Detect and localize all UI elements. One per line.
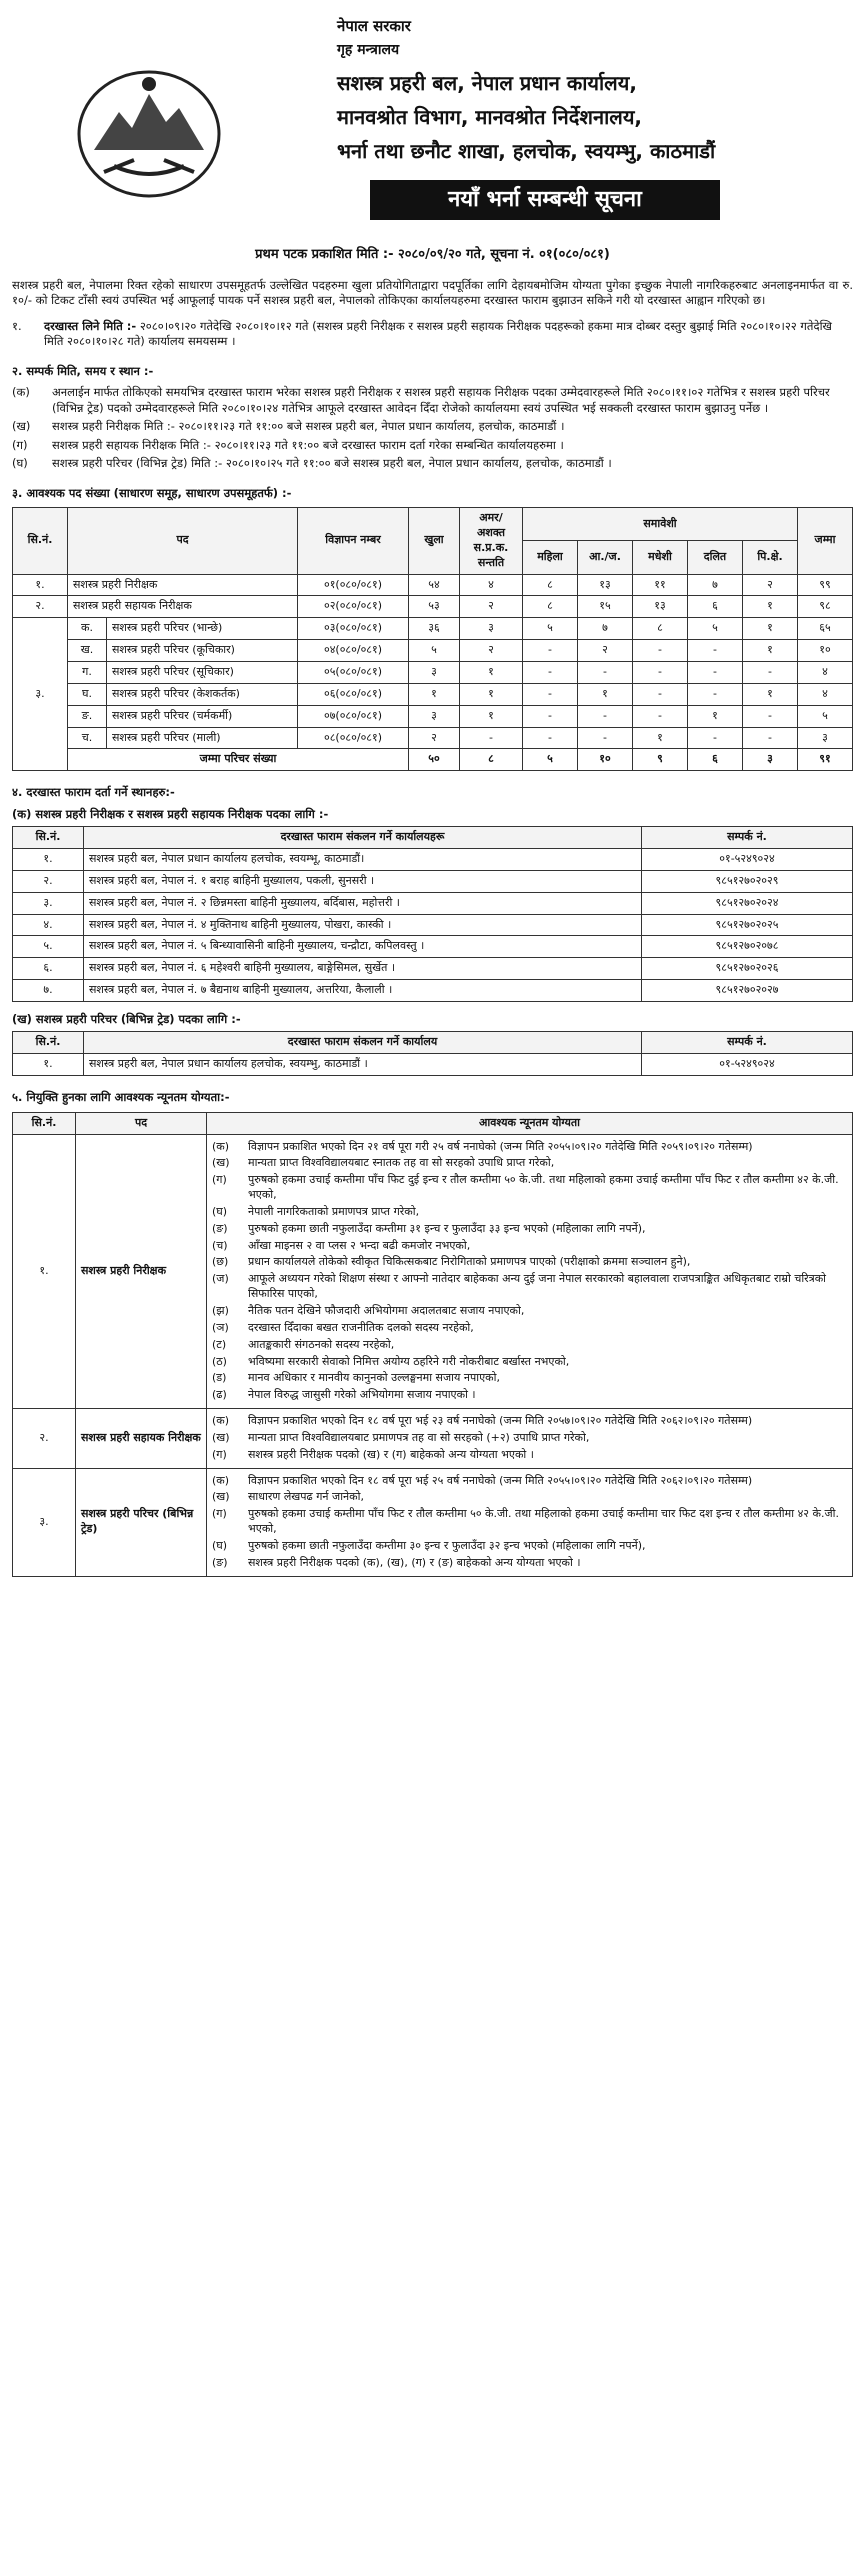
total-value: ३ — [743, 749, 798, 771]
section-3-title: ३. आवश्यक पद संख्या (साधारण समूह, साधारण उपसमूहतर्फ) :- — [12, 485, 292, 500]
cell-sn: २. — [13, 1409, 76, 1469]
cell-post: सशस्त्र प्रहरी परिचर (कूचिकार) — [107, 640, 298, 662]
cell-value: २ — [460, 596, 523, 618]
cell-post: सशस्त्र प्रहरी परिचर (केशकर्तक) — [107, 683, 298, 705]
posts-table — [12, 507, 853, 771]
sub-col-header: महिला — [523, 541, 578, 574]
cell-value: - — [743, 661, 798, 683]
cell-value: - — [460, 727, 523, 749]
item-text: आतङ्ककारी संगठनको सदस्य नरहेको, — [248, 1337, 395, 1351]
cell-office: सशस्त्र प्रहरी बल, नेपाल नं. ५ बिन्ध्यावासिनी बाहिनी मुख्यालय, चन्द्रौटा, कपिलवस्तु । — [84, 936, 642, 958]
cell-value: १ — [743, 596, 798, 618]
cell-value: - — [633, 661, 688, 683]
item-text: विज्ञापन प्रकाशित भएको दिन २१ वर्ष पूरा गरी २५ वर्ष ननाघेको (जन्म मिति २०५५।०९।२० गतेदेखि मिति २०५९।०९।२० गतेसम्म) — [248, 1139, 753, 1153]
table-row — [13, 1054, 853, 1076]
cell-value: २ — [460, 640, 523, 662]
total-value: ९१ — [798, 749, 853, 771]
item-marker: (घ) — [212, 1204, 228, 1218]
cell-value: - — [633, 640, 688, 662]
header-text — [337, 8, 853, 168]
table-row — [13, 727, 853, 749]
cell-value: १ — [743, 640, 798, 662]
qualification-item — [212, 1507, 847, 1537]
cell-adv: ०६(०८०/०८१) — [298, 683, 409, 705]
cell-office: सशस्त्र प्रहरी बल, नेपाल नं. ४ मुक्तिनाथ बाहिनी मुख्यालय, पोखरा, कास्की । — [84, 914, 642, 936]
item-text: विज्ञापन प्रकाशित भएको दिन १८ वर्ष पूरा भई २३ वर्ष ननाघेको (जन्म मिति २०५७।०९।२० गतेदेखि मिति २०६२।०९।२० गतेसम्म) — [248, 1414, 753, 1428]
item-text: आँखा माइनस २ वा प्लस २ भन्दा बढी कमजोर नभएको, — [248, 1238, 471, 1252]
cell-office: सशस्त्र प्रहरी बल, नेपाल प्रधान कार्यालय हलचोक, स्वयम्भू, काठमाडौं। — [84, 849, 642, 871]
cell-value: ५ — [409, 640, 460, 662]
qualification-item — [212, 1414, 847, 1429]
section-2-title: २. सम्पर्क मिति, समय र स्थान :- — [12, 363, 154, 378]
cell-sn: १. — [13, 849, 84, 871]
qualification-table — [12, 1112, 853, 1577]
notice-header — [12, 8, 853, 238]
cell-value: ५ — [688, 618, 743, 640]
cell-post: सशस्त्र प्रहरी परिचर (बिभिन्न ट्रेड) — [76, 1468, 207, 1576]
cell-phone: ९८५१२७०२०२५ — [642, 914, 853, 936]
cell-value: - — [523, 661, 578, 683]
sub-col-header: दलित — [688, 541, 743, 574]
item-text: पुरुषको हकमा उचाई कम्तीमा पाँच फिट र तौल कम्तीमा ५० के.जी. तथा महिलाको हकमा उचाई कम्तीमा चार फिट दश इन्च र तौल कम्तीमा ४२ के.जी. भएको, — [248, 1507, 839, 1536]
cell-adv: ०७(०८०/०८१) — [298, 705, 409, 727]
item-text: सशस्त्र प्रहरी निरीक्षक मिति :- २०८०।११।२३ गते ११:०० बजे सशस्त्र प्रहरी बल, नेपाल प्रधान कार्यालय, हलचोक, काठमाडौं । — [52, 419, 565, 434]
col-header: सम्पर्क नं. — [642, 827, 853, 849]
table-row — [13, 849, 853, 871]
cell-value: २ — [409, 727, 460, 749]
item-marker: (घ) — [12, 456, 28, 471]
table-row — [13, 705, 853, 727]
cell-value: १ — [688, 705, 743, 727]
cell-value: ११ — [633, 574, 688, 596]
qualification-item — [212, 1490, 847, 1505]
item-text: नेपाली नागरिकताको प्रमाणपत्र प्राप्त गरेको, — [248, 1204, 420, 1218]
item-marker: (क) — [212, 1473, 230, 1487]
total-label: जम्मा परिचर संख्या — [68, 749, 409, 771]
sub-col-header: मधेशी — [633, 541, 688, 574]
cell-value: ३ — [409, 705, 460, 727]
cell-sn: ३. — [13, 1468, 76, 1576]
cell-post: सशस्त्र प्रहरी परिचर (सूचिकार) — [107, 661, 298, 683]
col-header: खुला — [409, 508, 460, 574]
govt-name: नेपाल सरकार — [337, 17, 411, 35]
section-label: दरखास्त लिने मिति :- — [44, 318, 137, 333]
col-header: विज्ञापन नम्बर — [298, 508, 409, 574]
qualification-item — [212, 1474, 847, 1489]
posts-table-body — [13, 574, 853, 771]
item-marker: (च) — [212, 1238, 228, 1252]
section-5-title: ५. नियुक्ति हुनका लागि आवश्यक न्यूनतम योग्यता:- — [12, 1090, 230, 1105]
total-value: ५० — [409, 749, 460, 771]
item-text: सशस्त्र प्रहरी सहायक निरीक्षक मिति :- २०८०।११।२३ गते ११:०० बजे दरखास्त फाराम दर्ता गरेका सम्बन्धित कार्यालयहरुमा । — [52, 437, 564, 452]
cell-post: सशस्त्र प्रहरी निरीक्षक — [76, 1134, 207, 1409]
notice-page — [12, 8, 853, 2548]
qualification-item — [212, 1222, 847, 1237]
cell-sn: २. — [13, 596, 68, 618]
item-marker: (ख) — [212, 1430, 230, 1444]
cell-adv: ०३(०८०/०८१) — [298, 618, 409, 640]
cell-value: २ — [743, 574, 798, 596]
table-row — [13, 618, 853, 640]
cell-value: १ — [578, 683, 633, 705]
item-marker: (छ) — [212, 1255, 229, 1269]
col-header: अमर/ अशक्त स.प्र.क. सन्तति — [460, 508, 523, 574]
cell-value: - — [523, 705, 578, 727]
cell-sn: ७. — [13, 980, 84, 1002]
cell-value: - — [688, 683, 743, 705]
cell-adv: ०४(०८०/०८१) — [298, 640, 409, 662]
cell-sn: ५. — [13, 936, 84, 958]
cell-value: - — [688, 640, 743, 662]
cell-value: १३ — [578, 574, 633, 596]
cell-value: ९८ — [798, 596, 853, 618]
qualification-item — [212, 1272, 847, 1302]
table-row — [13, 640, 853, 662]
cell-value: ८ — [523, 574, 578, 596]
cell-value: - — [688, 727, 743, 749]
office-line: मानवश्रोत विभाग, मानवश्रोत निर्देशनालय, — [337, 105, 643, 130]
cell-value: ३ — [409, 661, 460, 683]
cell-sn: ३. — [13, 618, 68, 771]
cell-office: सशस्त्र प्रहरी बल, नेपाल नं. ७ बैद्यनाथ बाहिनी मुख्यालय, अत्तरिया, कैलाली । — [84, 980, 642, 1002]
cell-sub: ख. — [68, 640, 107, 662]
item-text: पुरुषको हकमा उचाई कम्तीमा पाँच फिट दुई इन्च र तौल कम्तीमा ५० के.जी. तथा महिलाको हकमा उचाई कम्तीमा पाँच फिट र तौल कम्तीमा ४२ के.जी. भएको, — [248, 1173, 839, 1202]
item-text: मान्यता प्राप्त विश्वविद्यालयबाट प्रमाणपत्र तह वा सो सरहको (+२) उपाधि प्राप्त गरेको, — [248, 1430, 590, 1444]
item-text: नैतिक पतन देखिने फौजदारी अभियोगमा अदालतबाट सजाय नपाएको, — [248, 1303, 525, 1317]
qualification-item — [212, 1140, 847, 1155]
total-value: ५ — [523, 749, 578, 771]
item-marker: (घ) — [212, 1538, 228, 1552]
cell-value: ५ — [523, 618, 578, 640]
item-marker: (ङ) — [212, 1221, 228, 1235]
total-value: ६ — [688, 749, 743, 771]
item-marker: (ञ) — [212, 1320, 229, 1334]
item-marker: (ख) — [212, 1156, 230, 1170]
item-text: प्रधान कार्यालयले तोकेको स्वीकृत चिकित्सकबाट निरोगिताको प्रमाणपत्र पाएको (परीक्षाको क्रममा सञ्चालन हुने), — [248, 1255, 691, 1269]
col-header: सम्पर्क नं. — [642, 1032, 853, 1054]
cell-post: सशस्त्र प्रहरी निरीक्षक — [68, 574, 298, 596]
intro-paragraph: सशस्त्र प्रहरी बल, नेपालमा रिक्त रहेको साधारण उपसमूहतर्फ उल्लेखित पदहरुमा खुला प्रतियोगिताद्वारा पदपूर्तिका लागि देहायबमोजिम योग्यता पुगेका इच्छुक नेपाली नागरिकहरुबाट अनलाइनमार्फत वा रु. १०/- को टिकट टाँसी स्वयं उपस्थित भई आफूलाई पायक पर्ने सशस्त्र प्रहरी बल, नेपालको तोकिएका कार्यालयहरुमा दरखास्त फाराम बुझाउन सकिने गरी यो दरखास्त आह्वान गरिएको छ। — [12, 277, 853, 308]
cell-value: ३ — [460, 618, 523, 640]
col-header: सि.नं. — [13, 508, 68, 574]
cell-phone: ९८५१२७०२०७८ — [642, 936, 853, 958]
cell-value: ५ — [798, 705, 853, 727]
item-text: सशस्त्र प्रहरी परिचर (विभिन्न ट्रेड) मिति :- २०८०।१०।२५ गते ११:०० बजे सशस्त्र प्रहरी बल, नेपाल प्रधान कार्यालय, हलचोक, काठमाडौं । — [52, 456, 612, 471]
item-text: सशस्त्र प्रहरी निरीक्षक पदको (ख) र (ग) बाहेकको अन्य योग्यता भएको । — [248, 1447, 534, 1461]
cell-value: १५ — [578, 596, 633, 618]
cell-sn: ६. — [13, 958, 84, 980]
qualification-item — [212, 1539, 847, 1554]
cell-value: ८ — [633, 618, 688, 640]
item-text: साधारण लेखपढ गर्न जानेको, — [248, 1490, 364, 1504]
published-line: प्रथम पटक प्रकाशित मिति :- २०८०/०९/२० गते, सूचना नं. ०१(०८०/०८१) — [255, 247, 610, 262]
cell-adv: ०१(०८०/०८१) — [298, 574, 409, 596]
item-text: आफूले अध्ययन गरेको शिक्षण संस्था र आफ्नो नातेदार बाहेकका अन्य दुई जना नेपाल सरकारको बहालवाला राजपत्राङ्कित अधिकृतबाट राम्रो चरित्रको सिफारिस पाएको, — [248, 1272, 827, 1301]
item-marker: (क) — [212, 1414, 230, 1428]
total-value: १० — [578, 749, 633, 771]
table-row — [13, 870, 853, 892]
cell-value: - — [523, 683, 578, 705]
item-text: मान्यता प्राप्त विश्वविद्यालयबाट स्नातक तह वा सो सरहको उपाधि प्राप्त गरेको, — [248, 1156, 555, 1170]
cell-value: ३६ — [409, 618, 460, 640]
col-header: दरखास्त फाराम संकलन गर्ने कार्यालयहरू — [84, 827, 642, 849]
cell-adv: ०५(०८०/०८१) — [298, 661, 409, 683]
qualification-item — [212, 1371, 847, 1386]
cell-office: सशस्त्र प्रहरी बल, नेपाल नं. २ छिन्नमस्ता बाहिनी मुख्यालय, बर्दिबास, महोत्तरी । — [84, 892, 642, 914]
qualification-item — [212, 1388, 847, 1403]
cell-phone: ०१-५२४९०२४ — [642, 849, 853, 871]
item-text: नेपाल विरुद्ध जासुसी गरेको अभियोगमा सजाय नपाएको । — [248, 1388, 476, 1402]
qualification-table-body — [13, 1134, 853, 1576]
item-marker: (ट) — [212, 1337, 227, 1351]
col-header: सि.नं. — [13, 827, 84, 849]
cell-value: ६५ — [798, 618, 853, 640]
offices-b-table-body — [13, 1054, 853, 1076]
cell-sn: १. — [13, 574, 68, 596]
cell-post: सशस्त्र प्रहरी परिचर (भान्छे) — [107, 618, 298, 640]
table-row — [13, 1468, 853, 1576]
section-text: २०८०।०९।२० गतेदेखि २०८०।१०।१२ गते (सशस्त्र प्रहरी निरीक्षक र सशस्त्र प्रहरी सहायक निरीक्षक पदहरूको हकमा मात्र दोब्बर दस्तुर बुझाई मिति २०८०।१०।२२ गतेदेखि मिति २०८०।१०।२८ गते) कार्यालय समयसम्म । — [44, 318, 832, 349]
qualification-item — [212, 1338, 847, 1353]
cell-sub: क. — [68, 618, 107, 640]
col-header: पद — [76, 1112, 207, 1134]
cell-sn: २. — [13, 870, 84, 892]
cell-value: - — [743, 705, 798, 727]
col-header: दरखास्त फाराम संकलन गर्ने कार्यालय — [84, 1032, 642, 1054]
cell-value: ३ — [798, 727, 853, 749]
table-row — [13, 1134, 853, 1409]
cell-sn: ३. — [13, 892, 84, 914]
qualification-item — [212, 1255, 847, 1270]
cell-value: १ — [409, 683, 460, 705]
section-4-title: ४. दरखास्त फाराम दर्ता गर्ने स्थानहरु:- — [12, 785, 175, 800]
cell-office: सशस्त्र प्रहरी बल, नेपाल नं. १ बराह बाहिनी मुख्यालय, पकली, सुनसरी । — [84, 870, 642, 892]
table-row — [13, 914, 853, 936]
cell-value: १ — [743, 618, 798, 640]
qualification-item — [212, 1355, 847, 1370]
qualification-item — [212, 1556, 847, 1571]
offices-table — [12, 826, 853, 1002]
item-marker: (ज) — [212, 1272, 229, 1286]
cell-qualifications — [207, 1409, 853, 1469]
table-row — [13, 980, 853, 1002]
qualification-item — [212, 1173, 847, 1203]
cell-office: सशस्त्र प्रहरी बल, नेपाल प्रधान कार्यालय हलचोक, स्वयम्भु, काठमाडौं । — [84, 1054, 642, 1076]
item-marker: (ग) — [212, 1507, 227, 1521]
sub-col-header: आ./ज. — [578, 541, 633, 574]
item-marker: (ख) — [212, 1490, 230, 1504]
qualification-item — [212, 1156, 847, 1171]
cell-value: ४ — [798, 683, 853, 705]
section-1 — [12, 319, 853, 350]
item-text: विज्ञापन प्रकाशित भएको दिन १८ वर्ष पूरा भई २५ वर्ष ननाघेको (जन्म मिति २०५५।०९।२० गतेदेखि मिति २०६२।०९।२० गतेसम्म) — [248, 1473, 753, 1487]
cell-value: १ — [460, 683, 523, 705]
qualification-item — [212, 1304, 847, 1319]
cell-qualifications — [207, 1468, 853, 1576]
ministry-name: गृह मन्त्रालय — [337, 42, 400, 59]
item-marker: (ढ) — [212, 1388, 227, 1402]
total-value: ९ — [633, 749, 688, 771]
cell-value: - — [578, 705, 633, 727]
cell-post: सशस्त्र प्रहरी सहायक निरीक्षक — [76, 1409, 207, 1469]
cell-value: ६ — [688, 596, 743, 618]
col-header: सि.नं. — [13, 1112, 76, 1134]
qualification-item — [212, 1239, 847, 1254]
section-4b-title: (ख) सशस्त्र प्रहरी परिचर (बिभिन्न ट्रेड) पदका लागि :- — [12, 1011, 241, 1026]
table-row — [13, 683, 853, 705]
cell-value: १ — [743, 683, 798, 705]
item-text: भविष्यमा सरकारी सेवाको निमित्त अयोग्य ठहरिने गरी नोकरीबाट बर्खास्त नभएको, — [248, 1354, 570, 1368]
cell-value: - — [688, 661, 743, 683]
office-line: सशस्त्र प्रहरी बल, नेपाल प्रधान कार्यालय, — [337, 71, 637, 96]
total-row — [13, 749, 853, 771]
item-text: मानव अधिकार र मानवीय कानुनको उल्लङ्घनमा सजाय नपाएको, — [248, 1371, 500, 1385]
item-marker: (ग) — [212, 1447, 227, 1461]
cell-sn: १. — [13, 1134, 76, 1409]
offices-b-table — [12, 1031, 853, 1076]
cell-sn: ४. — [13, 914, 84, 936]
nepal-emblem-icon — [74, 62, 224, 200]
table-row — [13, 596, 853, 618]
item-marker: (ग) — [212, 1173, 227, 1187]
cell-value: ८ — [523, 596, 578, 618]
qualification-item — [212, 1321, 847, 1336]
cell-value: - — [578, 661, 633, 683]
item-marker: (झ) — [212, 1303, 229, 1317]
cell-sub: घ. — [68, 683, 107, 705]
col-header: आवश्यक न्यूनतम योग्यता — [207, 1112, 853, 1134]
qualification-item — [212, 1448, 847, 1463]
list-item — [12, 438, 853, 454]
item-marker: (क) — [12, 385, 30, 400]
section-4a-title: (क) सशस्त्र प्रहरी निरीक्षक र सशस्त्र प्रहरी सहायक निरीक्षक पदका लागि :- — [12, 806, 329, 821]
cell-value: - — [633, 683, 688, 705]
office-line: भर्ना तथा छनौट शाखा, हलचोक, स्वयम्भु, काठमाडौं — [337, 139, 716, 164]
item-marker: (ख) — [12, 419, 31, 434]
item-text: सशस्त्र प्रहरी निरीक्षक पदको (क), (ख), (ग) र (ङ) बाहेकको अन्य योग्यता भएको । — [248, 1555, 581, 1569]
cell-value: ७ — [688, 574, 743, 596]
cell-value: १ — [460, 705, 523, 727]
qualification-item — [212, 1431, 847, 1446]
table-row — [13, 661, 853, 683]
cell-post: सशस्त्र प्रहरी परिचर (चर्मकर्मी) — [107, 705, 298, 727]
offices-table-body — [13, 849, 853, 1002]
col-header: पद — [68, 508, 298, 574]
item-text: अनलाईन मार्फत तोकिएको समयभित्र दरखास्त फाराम भरेका सशस्त्र प्रहरी निरीक्षक र सशस्त्र प्रहरी सहायक निरीक्षक पदका उम्मेदवारहरूले मिति २०८०।११।०२ गतेभित्र र सशस्त्र प्रहरी परिचर (विभिन्न ट्रेड) पदको उम्मेदवारहरूले मिति २०८०।१०।२४ गतेभित्र आफूले दरखास्त आवेदन दिँदा रोजेको कार्यालयमा स्वयं उपस्थित भई सक्कली दरखास्त फाराम बुझाउनु पर्नेछ । — [52, 385, 830, 415]
cell-phone: ९८५१२७०२०२६ — [642, 958, 853, 980]
cell-value: - — [578, 727, 633, 749]
cell-value: १ — [633, 727, 688, 749]
cell-phone: ९८५१२७०२०२७ — [642, 980, 853, 1002]
list-item — [12, 456, 853, 472]
cell-sub: ङ. — [68, 705, 107, 727]
total-value: ८ — [460, 749, 523, 771]
table-row — [13, 574, 853, 596]
cell-value: १० — [798, 640, 853, 662]
item-marker: (ङ) — [212, 1555, 228, 1569]
cell-sub: च. — [68, 727, 107, 749]
table-row — [13, 1409, 853, 1469]
cell-adv: ०२(०८०/०८१) — [298, 596, 409, 618]
cell-value: - — [633, 705, 688, 727]
cell-phone: ९८५१२७०२०२९ — [642, 870, 853, 892]
notice-banner: नयाँ भर्ना सम्बन्धी सूचना — [370, 180, 720, 220]
cell-value: ५३ — [409, 596, 460, 618]
cell-value: १ — [460, 661, 523, 683]
cell-value: ७ — [578, 618, 633, 640]
col-header: जम्मा — [798, 508, 853, 574]
item-marker: (क) — [212, 1139, 230, 1153]
col-header: सि.नं. — [13, 1032, 84, 1054]
section-number: १. — [12, 318, 22, 333]
item-marker: (ठ) — [212, 1354, 227, 1368]
sub-col-header: पि.क्षे. — [743, 541, 798, 574]
cell-value: - — [743, 727, 798, 749]
cell-phone: ९८५१२७०२०२४ — [642, 892, 853, 914]
cell-value: ४ — [798, 661, 853, 683]
item-text: दरखास्त दिँदाका बखत राजनीतिक दलको सदस्य नरहेको, — [248, 1320, 474, 1334]
cell-value: - — [523, 727, 578, 749]
cell-post: सशस्त्र प्रहरी परिचर (माली) — [107, 727, 298, 749]
list-item — [12, 385, 853, 416]
col-header: समावेशी — [523, 508, 798, 541]
table-row — [13, 936, 853, 958]
cell-post: सशस्त्र प्रहरी सहायक निरीक्षक — [68, 596, 298, 618]
cell-adv: ०८(०८०/०८१) — [298, 727, 409, 749]
qualification-item — [212, 1205, 847, 1220]
cell-value: - — [523, 640, 578, 662]
cell-value: ९९ — [798, 574, 853, 596]
item-text: पुरुषको हकमा छाती नफुलाउँदा कम्तीमा ३० इन्च र फुलाउँदा ३२ इन्च भएको (महिलाका लागि नपर्ने), — [248, 1538, 646, 1552]
table-row — [13, 892, 853, 914]
cell-value: ४ — [460, 574, 523, 596]
cell-sn: १. — [13, 1054, 84, 1076]
cell-sub: ग. — [68, 661, 107, 683]
list-item — [12, 419, 853, 435]
item-marker: (ड) — [212, 1371, 227, 1385]
table-row — [13, 958, 853, 980]
section-2-list — [12, 385, 853, 472]
cell-phone: ०१-५२४९०२४ — [642, 1054, 853, 1076]
cell-qualifications — [207, 1134, 853, 1409]
cell-value: १३ — [633, 596, 688, 618]
cell-office: सशस्त्र प्रहरी बल, नेपाल नं. ६ महेश्वरी बाहिनी मुख्यालय, बाङ्गेसिमल, सुर्खेत । — [84, 958, 642, 980]
item-marker: (ग) — [12, 437, 28, 452]
item-text: पुरुषको हकमा छाती नफुलाउँदा कम्तीमा ३१ इन्च र फुलाउँदा ३३ इन्च भएको (महिलाका लागि नपर्ने), — [248, 1221, 646, 1235]
cell-value: २ — [578, 640, 633, 662]
cell-value: ५४ — [409, 574, 460, 596]
